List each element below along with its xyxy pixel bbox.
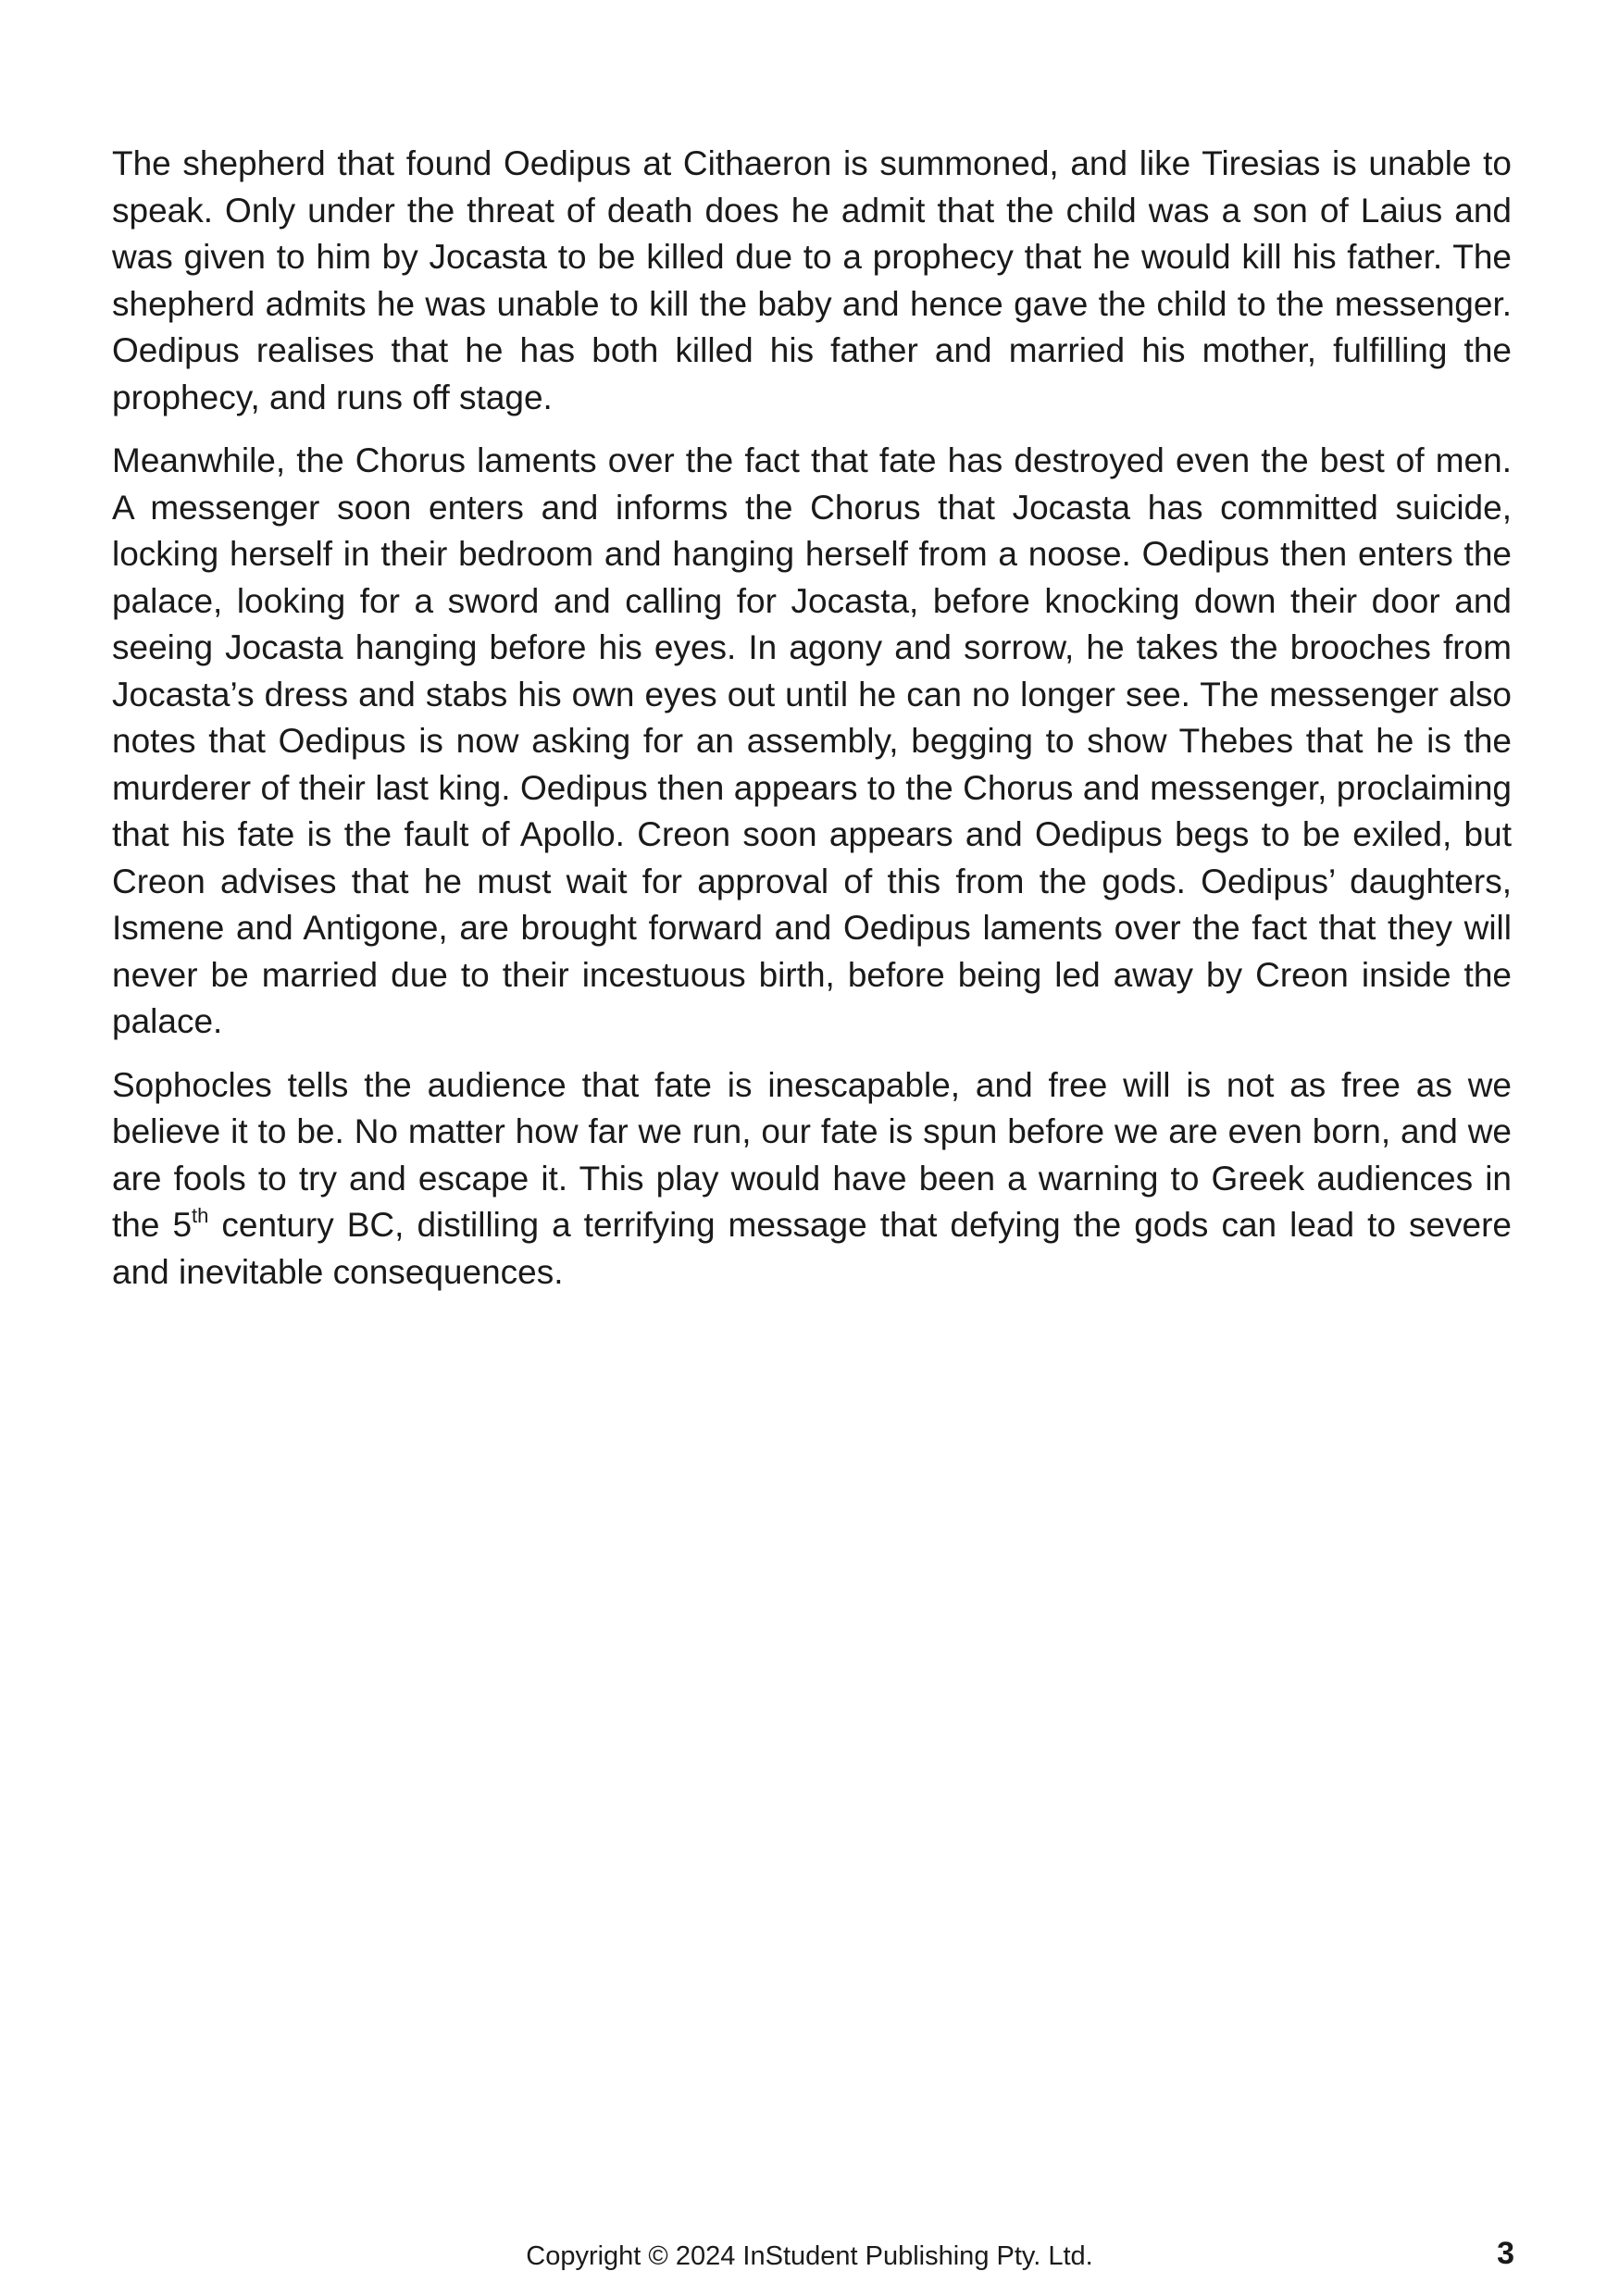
ordinal-superscript: th (192, 1204, 209, 1227)
page-footer (0, 2233, 1619, 2279)
paragraph-shepherd: The shepherd that found Oedipus at Cithaeron is summoned, and like Tiresias is unable to speak. Only under the threat of death does he admit that the child was a son of Laius and was given to him by Jocasta to be killed due to a prophecy that he would kill his father. The shepherd admits he was unable to kill the baby and hence gave the child to the messenger. Oedipus realises that he has both killed his father and married his mother, fulfilling the prophecy, and runs off stage. (112, 144, 1512, 416)
paragraph-fate-text-end: century BC, distilling a terrifying message that defying the gods can lead to severe and inevitable consequences. (112, 1206, 1512, 1291)
paragraph-chorus: Meanwhile, the Chorus laments over the fact that fate has destroyed even the best of men. A messenger soon enters and informs the Chorus that Jocasta has committed suicide, locking herself in their bedroom and hanging herself from a noose. Oedipus then enters the palace, looking for a sword and calling for Jocasta, before knocking down their door and seeing Jocasta hanging before his eyes. In agony and sorrow, he takes the brooches from Jocasta’s dress and stabs his own eyes out until he can no longer see. The messenger also notes that Oedipus is now asking for an assembly, begging to show Thebes that he is the murderer of their last king. Oedipus then appears to the Chorus and messenger, proclaiming that his fate is the fault of Apollo. Creon soon appears and Oedipus begs to be exiled, but Creon advises that he must wait for approval of this from the gods. Oedipus’ daughters, Ismene and Antigone, are brought forward and Oedipus laments over the fact that they will never be married due to their incestuous birth, before being led away by Creon inside the palace. (112, 441, 1512, 1040)
page-number: 3 (1497, 2236, 1514, 2271)
copyright-notice: Copyright © 2024 InStudent Publishing Pty. Ltd. (526, 2241, 1093, 2271)
body-text (112, 141, 1512, 1312)
paragraph-fate-text-start: Sophocles tells the audience that fate is inescapable, and free will is not as free as we believe it to be. No matter how far we run, our fate is spun before we are even born, and we are fools to try and escape it. This play would have been a warning to Greek audiences in the 5 (112, 1065, 1512, 1244)
paragraph-fate (112, 1062, 1512, 1297)
